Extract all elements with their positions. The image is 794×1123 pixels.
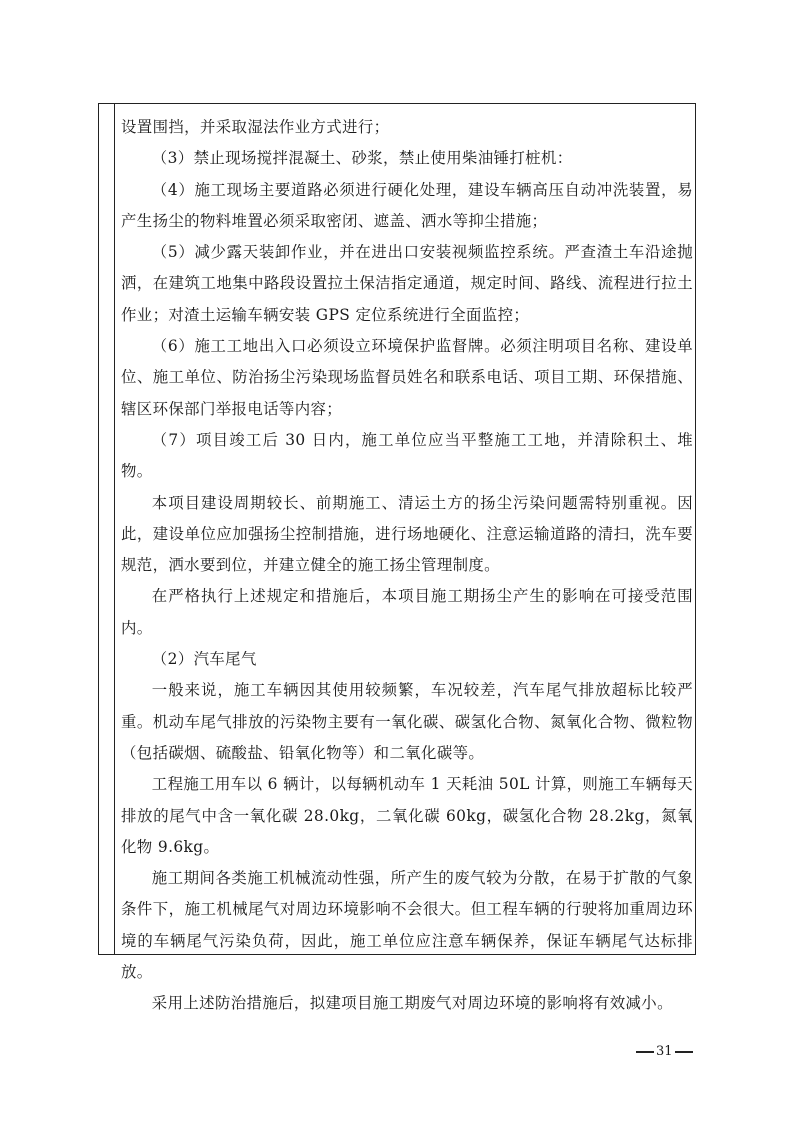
table-content-cell (121, 112, 693, 1020)
paragraph-exhaust-conclusion: 采用上述防治措施后，拟建项目施工期废气对周边环境的影响将有效减小。 (151, 994, 673, 1013)
paragraph-dust-control-summary: 本项目建设周期较长、前期施工、清运土方的扬尘污染问题需特别重视。因此，建设单位应加强扬尘控制措施，进行场地硬化、注意运输道路的清扫，洗车要规范，洒水要到位，并建立健全的施工扬尘管理制度。 (121, 493, 693, 575)
paragraph-item-6: （6）施工工地出入口必须设立环境保护监督牌。必须注明项目名称、建设单位、施工单位、防治扬尘污染现场监督员姓名和联系电话、项目工期、环保措施、辖区环保部门举报电话等内容； (121, 337, 693, 418)
paragraph-item-7: （7）项目竣工后 30 日内，施工单位应当平整施工工地，并清除积土、堆物。 (121, 430, 693, 481)
paragraph-dust-conclusion: 在严格执行上述规定和措施后，本项目施工期扬尘产生的影响在可接受范围内。 (121, 587, 693, 637)
paragraph-fence-continued: 设置围挡，并采取湿法作业方式进行； (121, 118, 390, 136)
paragraph-item-3: （3）禁止现场搅拌混凝土、砂浆，禁止使用柴油锤打桩机： (151, 149, 573, 168)
paragraph-item-5: （5）减少露天装卸作业，并在进出口安装视频监控系统。严查渣土车沿途抛洒，在建筑工地集中路段设置拉土保洁指定通道，规定时间、路线、流程进行拉土作业；对渣土运输车辆安装 GPS 定位系统进行全面监控； (121, 243, 693, 324)
paragraph-exhaust-general: 一般来说，施工车辆因其使用较频繁，车况较差，汽车尾气排放超标比较严重。机动车尾气排放的污染物主要有一氧化碳、碳氢化合物、氮氧化合物、微粒物（包括碳烟、硫酸盐、铅氧化物等）和二氧化碳等。 (121, 681, 693, 762)
page-number-left-dash (636, 1051, 654, 1053)
section-heading-vehicle-exhaust: （2）汽车尾气 (151, 650, 257, 669)
page-number-value: 31 (656, 1044, 673, 1059)
page-number (636, 1044, 693, 1059)
page-number-right-dash (675, 1051, 693, 1053)
paragraph-item-4: （4）施工现场主要道路必须进行硬化处理，建设车辆高压自动冲洗装置，易产生扬尘的物料堆置必须采取密闭、遮盖、洒水等抑尘措施； (121, 180, 693, 230)
paragraph-exhaust-calculation: 工程施工用车以 6 辆计，以每辆机动车 1 天耗油 50L 计算，则施工车辆每天排放的尾气中含一氧化碳 28.0kg，二氧化碳 60kg，碳氢化合物 28.2kg，氮氧化物 9.6kg。 (121, 775, 693, 856)
table-left-column (99, 104, 115, 954)
document-table-frame (98, 103, 696, 1013)
paragraph-exhaust-dispersion: 施工期间各类施工机械流动性强，所产生的废气较为分散，在易于扩散的气象条件下，施工机械尾气对周边环境影响不会很大。但工程车辆的行驶将加重周边环境的车辆尾气污染负荷，因此，施工单位应注意车辆保养，保证车辆尾气达标排放。 (121, 869, 693, 982)
